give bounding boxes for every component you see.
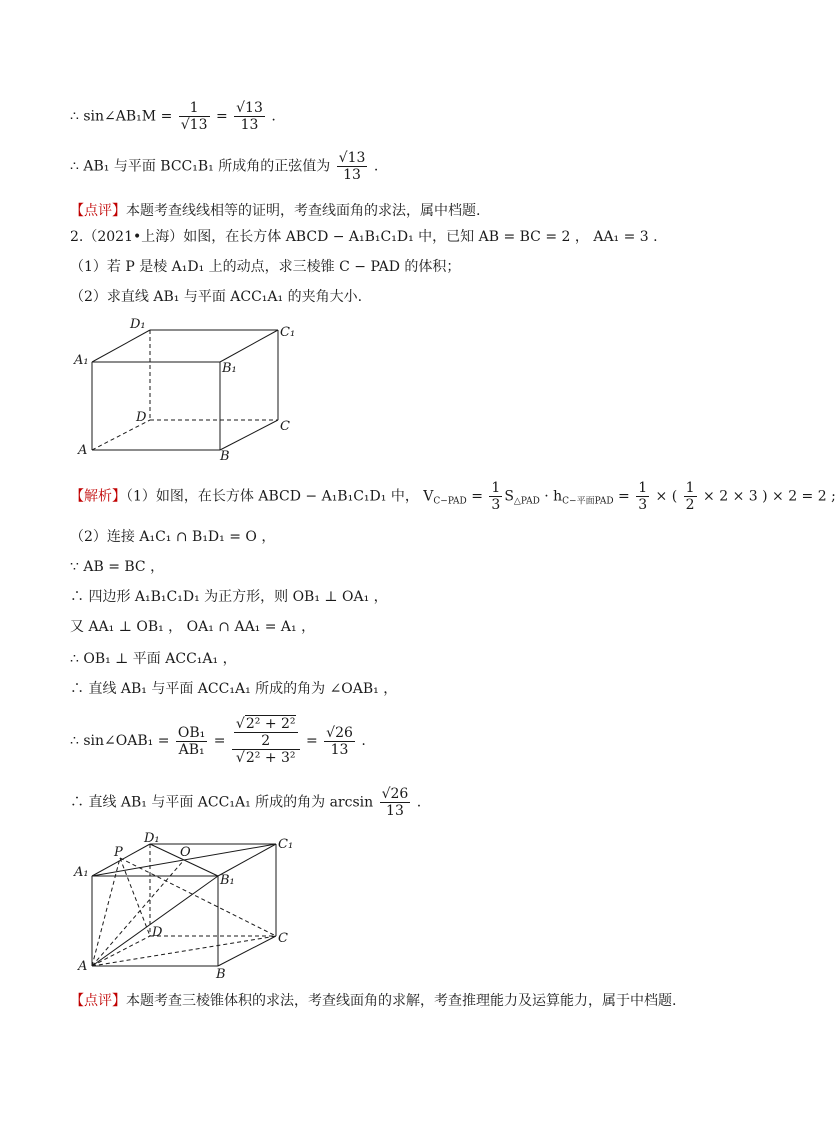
comment-tag: 【点评】 — [70, 993, 126, 1009]
question-part-2: （2）求直线 AB₁ 与平面 ACC₁A₁ 的夹角大小. — [70, 289, 363, 305]
solution-line-ob1-plane: ∴ OB₁ ⊥ 平面 ACC₁A₁ ， — [70, 651, 237, 667]
vertex-label-a: A — [78, 443, 88, 458]
numerator: OB₁ — [177, 724, 206, 741]
analysis-line-volume — [70, 480, 836, 513]
numerator: 1 — [638, 480, 648, 496]
comment-tag: 【点评】 — [70, 203, 126, 219]
vertex-label-a: A — [78, 959, 88, 974]
text-segment: = — [466, 488, 488, 505]
vertex-label-d1: D₁ — [130, 317, 146, 332]
solution-line-sin-oab1 — [70, 716, 366, 766]
solution-line-sin-ab1m — [70, 100, 276, 133]
denominator: 3 — [491, 497, 501, 513]
text-segment: ∴ AB₁ 与平面 BCC₁B₁ 所成角的正弦值为 — [70, 158, 335, 175]
radicand: 2² + 2² — [245, 716, 296, 732]
fraction — [324, 725, 355, 758]
denominator: AB₁ — [178, 741, 205, 758]
vertex-label-c1: C₁ — [278, 837, 294, 852]
text-segment: . — [416, 794, 422, 811]
text-segment: S — [504, 488, 514, 505]
analysis-tag: 【解析】 — [70, 488, 126, 505]
denominator: 13 — [330, 741, 349, 758]
solution-line-perpendicular: 又 AA₁ ⊥ OB₁ ， OA₁ ∩ AA₁ = A₁ ， — [70, 619, 316, 635]
vertex-label-b: B — [216, 967, 226, 982]
denominator: 13 — [343, 167, 361, 183]
denominator: 13 — [240, 117, 259, 133]
solution-line-connect: （2）连接 A₁C₁ ∩ B₁D₁ = O ， — [70, 529, 276, 545]
inner-numerator — [234, 716, 298, 733]
denominator: 13 — [386, 803, 404, 819]
numerator: √13 — [338, 150, 366, 166]
fraction — [179, 100, 210, 133]
comment-text: 本题考查三棱锥体积的求法，考查线面角的求解，考查推理能力及运算能力，属于中档题. — [126, 993, 677, 1009]
denominator: √13 — [180, 117, 208, 133]
denominator: 3 — [638, 497, 648, 513]
text-segment: ∴ sin∠OAB₁ = — [70, 733, 174, 749]
text-segment: = — [215, 108, 233, 125]
numerator: 1 — [179, 100, 210, 117]
fraction — [380, 786, 411, 819]
comment-line-1 — [70, 200, 480, 220]
subscript: C−平面PAD — [562, 496, 614, 507]
comment-line-2 — [70, 990, 676, 1010]
numerator: √13 — [236, 100, 263, 116]
text-segment: ∴ sin∠AB₁M = — [70, 108, 177, 125]
vertex-label-b1: B₁ — [220, 873, 235, 888]
text-segment: . — [373, 158, 379, 175]
text-segment: = — [213, 733, 230, 749]
text-segment: · h — [539, 488, 563, 505]
text-segment: × 2 × 3 ) × 2 = 2 ; — [698, 488, 836, 505]
complex-fraction — [232, 716, 300, 766]
vertex-label-a1: A₁ — [74, 865, 89, 880]
solution-line-sine-value — [70, 150, 378, 183]
fraction — [489, 480, 502, 513]
radicand: 2² + 3² — [245, 750, 296, 766]
vertex-label-b1: B₁ — [222, 361, 237, 376]
complex-numerator — [232, 716, 300, 750]
numerator: 1 — [685, 480, 695, 496]
vertex-label-c1: C₁ — [280, 325, 296, 340]
vertex-label-d: D — [136, 410, 147, 425]
text-segment: . — [271, 108, 276, 125]
numerator: √26 — [326, 724, 353, 741]
fraction — [636, 480, 649, 513]
text-segment: . — [361, 733, 366, 749]
inner-denominator: 2 — [261, 733, 271, 749]
question-part-1: （1）若 P 是棱 A₁D₁ 上的动点，求三棱锥 C − PAD 的体积； — [70, 259, 461, 275]
text-segment: （1）如图，在长方体 ABCD − A₁B₁C₁D₁ 中， V — [126, 488, 434, 505]
numerator: 1 — [491, 480, 501, 496]
denominator: 2 — [685, 497, 695, 513]
fraction — [234, 100, 265, 133]
vertex-label-d1: D₁ — [144, 831, 160, 846]
text-segment: = — [613, 488, 635, 505]
numerator: √26 — [381, 786, 409, 802]
problem-statement: 2.（2021•上海）如图，在长方体 ABCD − A₁B₁C₁D₁ 中，已知 AB = BC = 2 ， AA₁ = 3 . — [70, 229, 658, 245]
solution-line-square: ∴ 四边形 A₁B₁C₁D₁ 为正方形，则 OB₁ ⊥ OA₁ ， — [70, 589, 388, 605]
vertex-label-b: B — [220, 449, 230, 464]
vertex-label-a1: A₁ — [74, 353, 89, 368]
complex-denominator — [232, 750, 300, 766]
text-segment: = — [305, 733, 323, 749]
vertex-label-c: C — [278, 931, 288, 946]
point-label-o: O — [180, 845, 191, 860]
fraction — [684, 480, 697, 513]
vertex-label-d: D — [152, 925, 163, 940]
fraction — [337, 150, 368, 183]
solution-line-angle: ∴ 直线 AB₁ 与平面 ACC₁A₁ 所成的角为 ∠OAB₁ ， — [70, 681, 398, 697]
solution-line-ab-bc: ∵ AB = BC ， — [70, 559, 165, 575]
cuboid-figure-1 — [70, 312, 310, 462]
text-segment: ∴ 直线 AB₁ 与平面 ACC₁A₁ 所成的角为 arcsin — [70, 794, 378, 811]
subscript: △PAD — [513, 496, 540, 507]
solution-line-arcsin — [70, 786, 421, 819]
fraction — [176, 725, 207, 758]
comment-text: 本题考查线线相等的证明，考查线面角的求法，属中档题. — [126, 203, 481, 219]
cuboid-figure-2 — [70, 826, 310, 982]
vertex-label-p: P — [114, 845, 123, 860]
inner-fraction — [234, 716, 298, 749]
vertex-label-c: C — [280, 419, 290, 434]
subscript: C−PAD — [433, 496, 467, 507]
text-segment: × ( — [651, 488, 682, 505]
